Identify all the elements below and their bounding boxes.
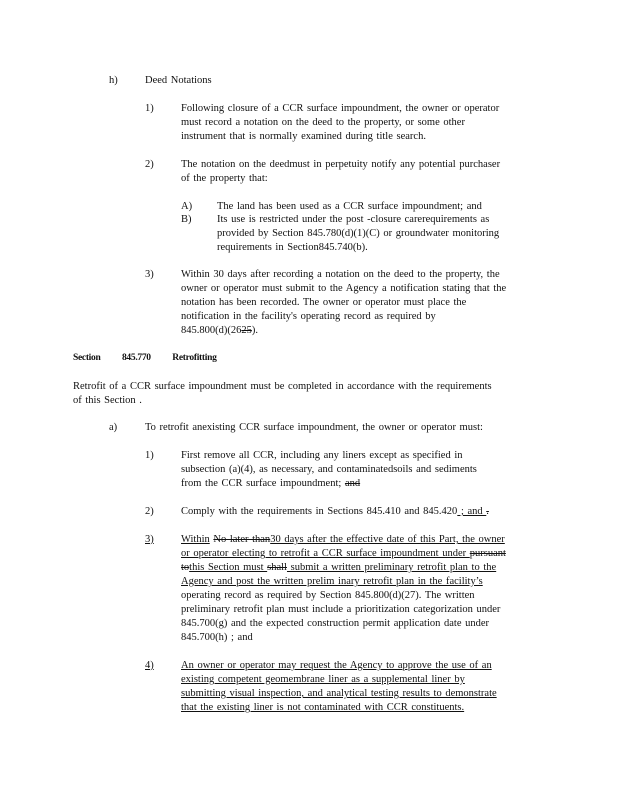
struck-text: . (486, 506, 489, 517)
paragraph-line: of this Section . (73, 395, 142, 406)
struck-text: shall (267, 562, 287, 573)
item-number: 3) (145, 534, 154, 545)
paragraph-line: Agency and post the written prelim inary retrofit plan in the facility’s (181, 576, 483, 587)
paragraph-line: preliminary retrofit plan must include a prioritization categorization under (181, 604, 501, 615)
struck-text: No later than (213, 534, 271, 545)
paragraph-line (181, 547, 506, 560)
paragraph-line: owner or operator must submit to the Agency a notification stating that the (181, 283, 507, 294)
citation-part: ). (251, 325, 258, 336)
paragraph-line: 845.700(g) and the expected construction permit application date under (181, 618, 490, 629)
paragraph-line: Retrofit of a CCR surface impoundment must be completed in accordance with the requirements (73, 381, 492, 392)
added-text: or operator electing to retrofit a CCR surface impoundment under (181, 548, 470, 559)
subsection-label: a) (109, 422, 118, 433)
section-title: Retrofitting (172, 353, 217, 363)
section-heading (73, 352, 217, 365)
struck-text: pursuant (469, 548, 506, 559)
struck-text: and (344, 478, 361, 489)
paragraph-line: operating record as required by Section 845.800(d)(27). The written (181, 590, 475, 601)
section-number: 845.770 (121, 353, 151, 363)
paragraph-line: subsection (a)(4), as necessary, and contaminatedsoils and sediments (181, 464, 477, 475)
citation-part: )(26 (223, 325, 242, 336)
paragraph-line: Its use is restricted under the post -closure carerequirements as (217, 214, 490, 225)
paragraph-line: must record a notation on the deed to the property, or some other (181, 117, 465, 128)
subsection-title: Deed Notations (145, 75, 212, 86)
paragraph-line: existing competent geomembrane liner as a supplemental liner by (181, 674, 465, 685)
paragraph-line: 845.700(h) ; and (181, 632, 253, 643)
line-text: Comply with the requirements in Sections 845.410 and 845.420 (181, 506, 458, 517)
paragraph-line: provided by Section 845.780(d)(1)(C) or groundwater monitoring (217, 228, 500, 239)
added-text: this Section must (189, 562, 268, 573)
added-text: submit a written preliminary retrofit plan to the (286, 562, 497, 573)
paragraph-line: Within 30 days after recording a notation on the deed to the property, the (181, 269, 500, 280)
paragraph-line: notification in the facility's operating record as required by (181, 311, 436, 322)
line-text: from the CCR surface impoundment; (181, 478, 345, 489)
paragraph-line: instrument that is normally examined during title search. (181, 131, 426, 142)
paragraph-line: An owner or operator may request the Agency to approve the use of an (181, 660, 492, 671)
paragraph-line: of the property that: (181, 173, 268, 184)
citation-line (181, 324, 258, 337)
item-number: 2) (145, 159, 154, 170)
subitem-label: B) (181, 214, 192, 225)
subsection-label: h) (109, 75, 118, 86)
item-number: 1) (145, 450, 154, 461)
item-number: 3) (145, 269, 154, 280)
paragraph-line: requirements in Section845.740(b). (217, 242, 368, 253)
paragraph-line (181, 561, 496, 574)
paragraph-line: submitting visual inspection, and analytical testing results to demonstrate (181, 688, 497, 699)
item-number: 4) (145, 660, 154, 671)
paragraph-line: notation has been recorded. The owner or operator must place the (181, 297, 467, 308)
paragraph-line: The notation on the deedmust in perpetuity notify any potential purchaser (181, 159, 501, 170)
paragraph-line: First remove all CCR, including any liners except as specified in (181, 450, 463, 461)
subitem-label: A) (181, 201, 193, 212)
item-number: 1) (145, 103, 154, 114)
item-number: 2) (145, 506, 154, 517)
paragraph-line: that the existing liner is not contaminated with CCR constituents. (181, 702, 465, 713)
citation-part: 845.800(d (181, 325, 224, 336)
paragraph-line: To retrofit anexisting CCR surface impoundment, the owner or operator must: (145, 422, 483, 433)
paragraph-line: Following closure of a CCR surface impoundment, the owner or operator (181, 103, 500, 114)
paragraph-line: The land has been used as a CCR surface impoundment; and (217, 201, 482, 212)
paragraph-line (181, 477, 360, 490)
struck-text: 25 (241, 325, 252, 336)
added-text: 30 days after the effective date of this Part, the owner (270, 534, 505, 545)
paragraph-line (181, 533, 505, 546)
added-text: ; and (457, 506, 487, 517)
struck-text: to (181, 562, 190, 573)
added-text: Within (181, 534, 210, 545)
paragraph-line (181, 505, 489, 518)
section-label: Section (73, 353, 101, 363)
